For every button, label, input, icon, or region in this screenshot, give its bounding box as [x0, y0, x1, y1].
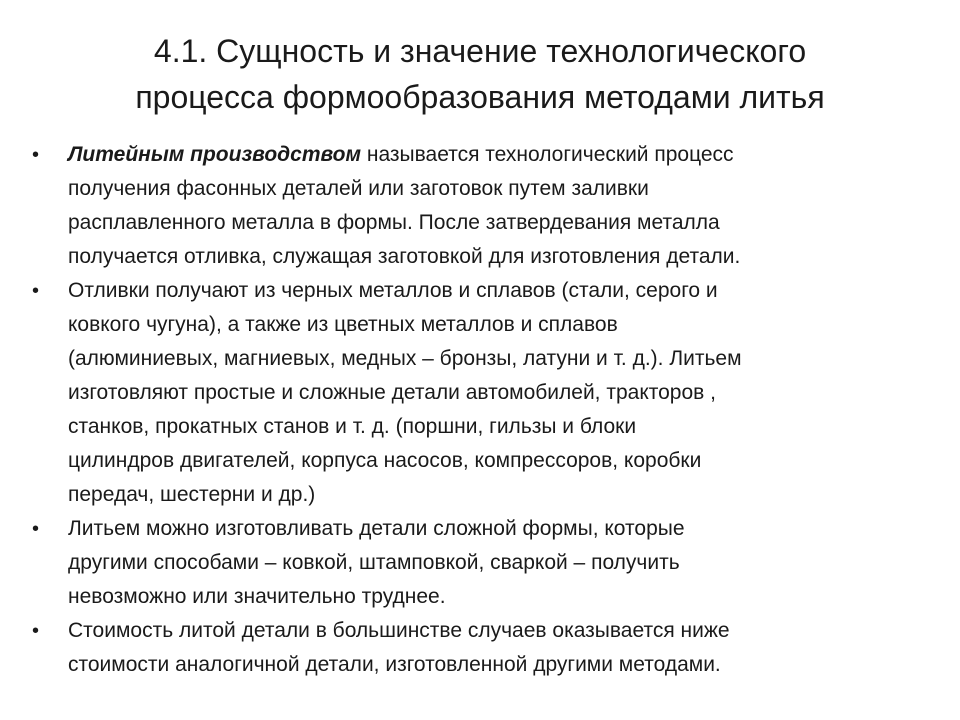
bullet-line: стоимости аналогичной детали, изготовленной другими методами.: [68, 653, 721, 676]
bullet-line: станков, прокатных станов и т. д. (поршни, гильзы и блоки: [68, 415, 637, 438]
bullet-line: Литьем можно изготовливать детали сложной формы, которые: [68, 517, 685, 540]
bullet-item: [30, 614, 920, 682]
bullet-line: Отливки получают из черных металлов и сплавов (стали, серого и: [68, 279, 718, 302]
defined-term: Литейным производством: [68, 143, 362, 166]
bullet-line: передач, шестерни и др.): [68, 483, 316, 506]
bullet-line: невозможно или значительно труднее.: [68, 585, 446, 608]
bullet-line: расплавленного металла в формы. После затвердевания металла: [68, 211, 720, 234]
bullet-line: цилиндров двигателей, корпуса насосов, компрессоров, коробки: [68, 449, 702, 472]
bullet-marker: •: [32, 280, 40, 302]
bullet-marker: •: [32, 620, 40, 642]
slide-title: [40, 28, 920, 120]
bullet-list: [30, 138, 920, 682]
bullet-item: [30, 274, 920, 512]
bullet-item: [30, 138, 920, 274]
bullet-line: ковкого чугуна), а также из цветных металлов и сплавов: [68, 313, 618, 336]
bullet-line: [68, 138, 920, 172]
slide-title-line: процесса формообразования методами литья: [135, 79, 825, 115]
bullet-line: другими способами – ковкой, штамповкой, сваркой – получить: [68, 551, 680, 574]
bullet-marker: •: [32, 144, 40, 166]
bullet-line: получается отливка, служащая заготовкой для изготовления детали.: [68, 245, 741, 268]
slide-title-line: 4.1. Сущность и значение технологического: [153, 33, 807, 69]
bullet-line: Стоимость литой детали в большинстве случаев оказывается ниже: [68, 619, 730, 642]
bullet-line: получения фасонных деталей или заготовок путем заливки: [68, 177, 649, 200]
bullet-line: изготовляют простые и сложные детали автомобилей, тракторов ,: [68, 381, 716, 404]
bullet-line: (алюминиевых, магниевых, медных – бронзы, латуни и т. д.). Литьем: [68, 347, 742, 370]
bullet-line-text: называется технологический процесс: [361, 143, 734, 166]
bullet-marker: •: [32, 518, 40, 540]
bullet-item: [30, 512, 920, 614]
